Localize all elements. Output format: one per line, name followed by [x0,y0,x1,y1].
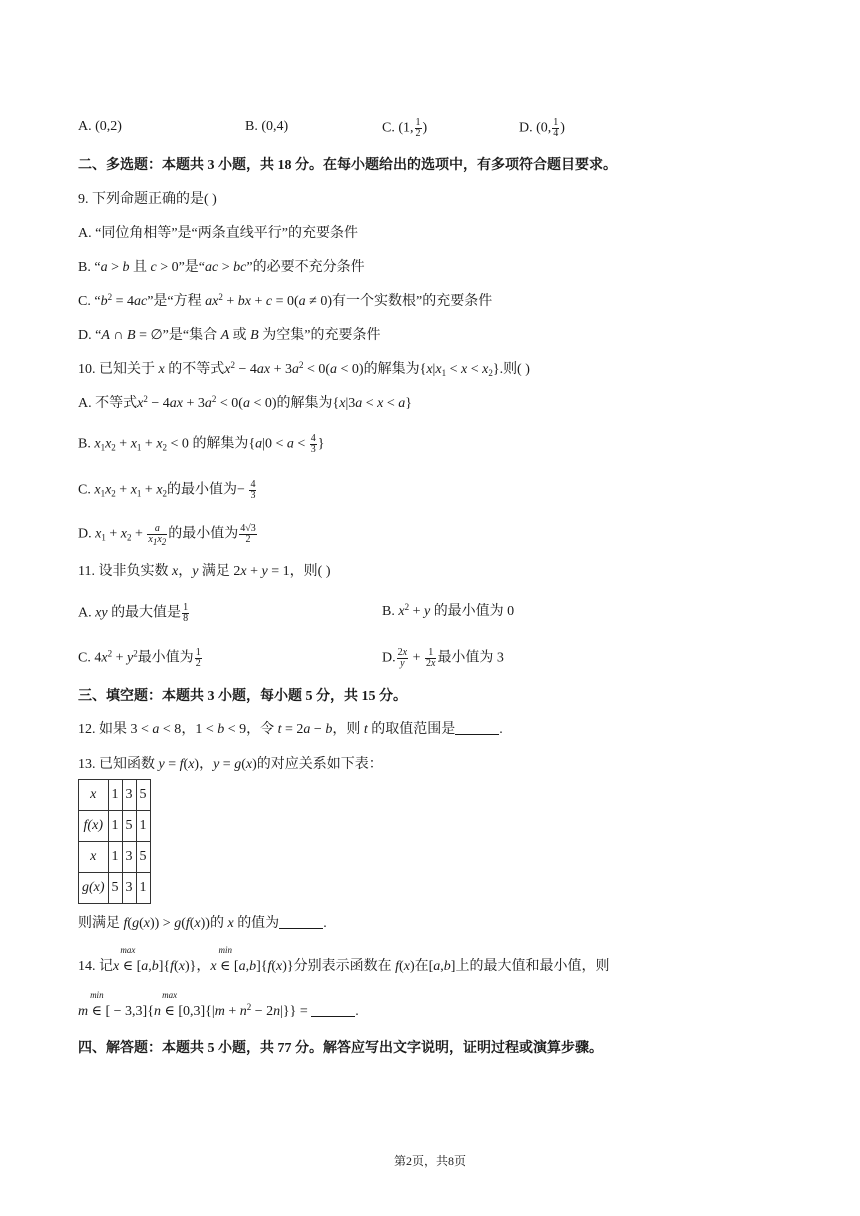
q13-question: 则满足 f(g(x)) > g(f(x))的 x 的值为 . [78,916,327,931]
q11-stem: 11. 设非负实数 x，y 满足 2x + y = 1，则( ) [78,564,331,579]
q9-option-c: C. “$b^2 = 4ac$”是“方程 $ax^2$ + bx + c = 0(a ≠ 0)有一个实数根”的充要条件 [78,292,493,309]
table-cell: 5 [136,780,150,811]
q10-option-c: C. $x_1x_2 + x_1 + x_2$的最小值为− $\frac{4}{3}$ [78,479,256,501]
table-cell: 5 [108,873,122,904]
q10-option-a: A. 不等式$x^2 - 4ax + 3a^2 < 0(a < 0)$的解集为{x|3a < x < a} [78,394,413,411]
q12-stem: 12. 如果 3 < a < 8，1 < b < 9，令 t = 2a − b，则 t 的取值范围是 . [78,722,503,737]
section-4-heading: 四、解答题：本题共 5 小题，共 77 分。解答应写出文字说明，证明过程或演算步骤。 [78,1041,603,1056]
q9-stem: 9. 下列命题正确的是( ) [78,192,217,207]
q9-option-d: D. “A ∩ B = ∅”是“集合 A 或 B 为空集”的充要条件 [78,328,381,343]
table-cell: 1 [108,780,122,811]
q8-option-d: D. (0, $\frac{1}{4}$ ) [519,117,565,139]
q9-option-a: A. “同位角相等”是“两条直线平行”的充要条件 [78,226,358,241]
q12-answer-blank [455,722,499,735]
table-row [79,842,151,873]
q13-answer-blank [279,916,323,929]
table-cell: 5 [122,811,136,842]
q14-answer-blank [311,1004,355,1017]
q8-option-a: A. (0,2) [78,119,122,134]
table-cell: 1 [136,873,150,904]
table-cell: 3 [122,780,136,811]
table-cell: x [79,780,109,811]
q11-option-c: C. $4x^2 + y^2$最小值为 $\frac{1}{2}$ [78,647,201,669]
section-2-heading: 二、多选题：本题共 3 小题，共 18 分。在每小题给出的选项中，有多项符合题目要求。 [78,158,617,173]
q13-stem: 13. 已知函数 y = f(x)，y = g(x)的对应关系如下表： [78,757,383,772]
q10-option-b: B. $x_1x_2 + x_1 + x_2 < 0$ 的解集为{a|0 < a < $\frac{4}{3}$ } [78,433,325,455]
table-cell: x [79,842,109,873]
table-cell: 1 [136,811,150,842]
table-cell: 3 [122,842,136,873]
q10-option-d: D. $x_1 + x_2$ + $\frac{a}{x_1x_2}$ 的最小值为 $\frac{4√3}{2}$ [78,523,256,547]
q10-stem: 10. 已知关于 x 的不等式$x^2 - 4ax + 3a^2 < 0(a < 0)$的解集为$\{x|x_1 < x < x_2\}$.则( ) [78,360,530,378]
table-cell: g(x) [79,873,109,904]
table-cell: 3 [122,873,136,904]
page-footer: 第2页，共8页 [393,1154,467,1168]
q11-option-b: B. $x^2 + y$ 的最小值为 0 [382,602,515,619]
table-row [79,811,151,842]
q8-option-b: B. (0,4) [245,119,289,134]
table-cell: 1 [108,842,122,873]
q14-expression: m ∈ min [ − 3,3]{n ∈ max $[0,3]\{|m + n^2 - 2n|\}$} = . [78,990,359,1019]
table-row [79,873,151,904]
q11-option-a: A. xy 的最大值是 $\frac{1}{8}$ [78,602,189,624]
q13-table [78,779,151,904]
table-cell: 5 [136,842,150,873]
q9-option-b: B. “a > b 且 c > 0”是“ac > bc”的必要不充分条件 [78,260,365,275]
section-3-heading: 三、填空题：本题共 3 小题，每小题 5 分，共 15 分。 [78,689,407,704]
q8-option-c: C. (1, $\frac{1}{2}$ ) [382,117,428,139]
table-cell: f(x) [79,811,109,842]
q11-option-d: D. $\frac{2x}{y}$ + $\frac{1}{2x}$ 最小值为 3 [382,647,504,669]
table-row [79,780,151,811]
table-cell: 1 [108,811,122,842]
q14-stem: 14. 记x ∈ max [a,b]{f(x)}，x ∈ min [a,b]{f(x)}分别表示函数在 f(x)在[a,b]上的最大值和最小值，则 [78,945,610,974]
